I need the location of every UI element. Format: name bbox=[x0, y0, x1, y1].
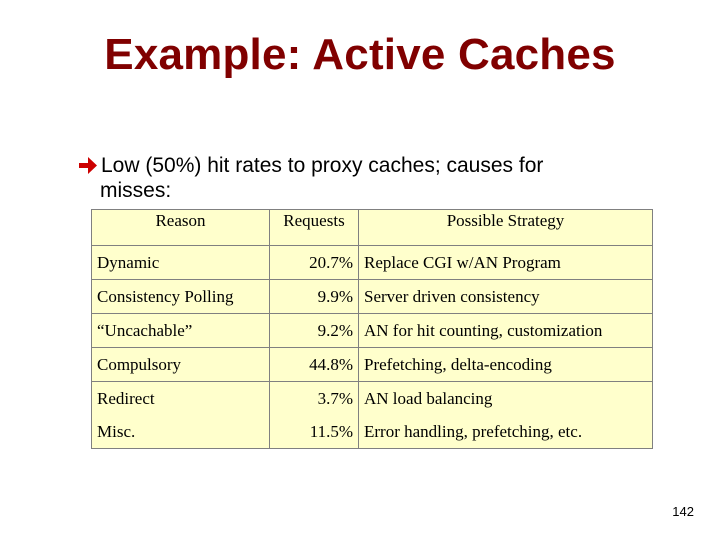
table-row bbox=[92, 415, 653, 449]
cell-requests: 44.8% bbox=[270, 348, 359, 382]
cell-reason: Misc. bbox=[92, 415, 270, 449]
cell-strategy: Server driven consistency bbox=[359, 280, 653, 314]
table-row bbox=[92, 314, 653, 348]
bullet-line-1: Low (50%) hit rates to proxy caches; causes for bbox=[101, 154, 544, 177]
table-row bbox=[92, 382, 653, 416]
slide-title: Example: Active Caches bbox=[104, 30, 616, 79]
bullet-line-2: misses: bbox=[100, 179, 172, 202]
cell-requests: 20.7% bbox=[270, 246, 359, 280]
cache-miss-table bbox=[91, 209, 653, 449]
table-row bbox=[92, 348, 653, 382]
cell-strategy: AN for hit counting, customization bbox=[359, 314, 653, 348]
table-header-row bbox=[92, 210, 653, 246]
arrow-right-icon bbox=[77, 153, 99, 178]
cell-requests: 9.2% bbox=[270, 314, 359, 348]
cell-strategy: AN load balancing bbox=[359, 382, 653, 416]
cell-reason: Consistency Polling bbox=[92, 280, 270, 314]
cell-strategy: Replace CGI w/AN Program bbox=[359, 246, 653, 280]
cell-reason: Dynamic bbox=[92, 246, 270, 280]
table-row bbox=[92, 280, 653, 314]
cell-reason: “Uncachable” bbox=[92, 314, 270, 348]
cell-strategy: Prefetching, delta-encoding bbox=[359, 348, 653, 382]
header-requests: Requests bbox=[270, 210, 359, 246]
header-strategy: Possible Strategy bbox=[359, 210, 653, 246]
page-number: 142 bbox=[672, 504, 694, 519]
cell-reason: Redirect bbox=[92, 382, 270, 416]
bullet-text bbox=[80, 153, 640, 203]
bullet-point bbox=[80, 153, 640, 203]
cell-requests: 9.9% bbox=[270, 280, 359, 314]
header-reason: Reason bbox=[92, 210, 270, 246]
table-row bbox=[92, 246, 653, 280]
cell-requests: 11.5% bbox=[270, 415, 359, 449]
cell-strategy: Error handling, prefetching, etc. bbox=[359, 415, 653, 449]
cell-requests: 3.7% bbox=[270, 382, 359, 416]
cell-reason: Compulsory bbox=[92, 348, 270, 382]
